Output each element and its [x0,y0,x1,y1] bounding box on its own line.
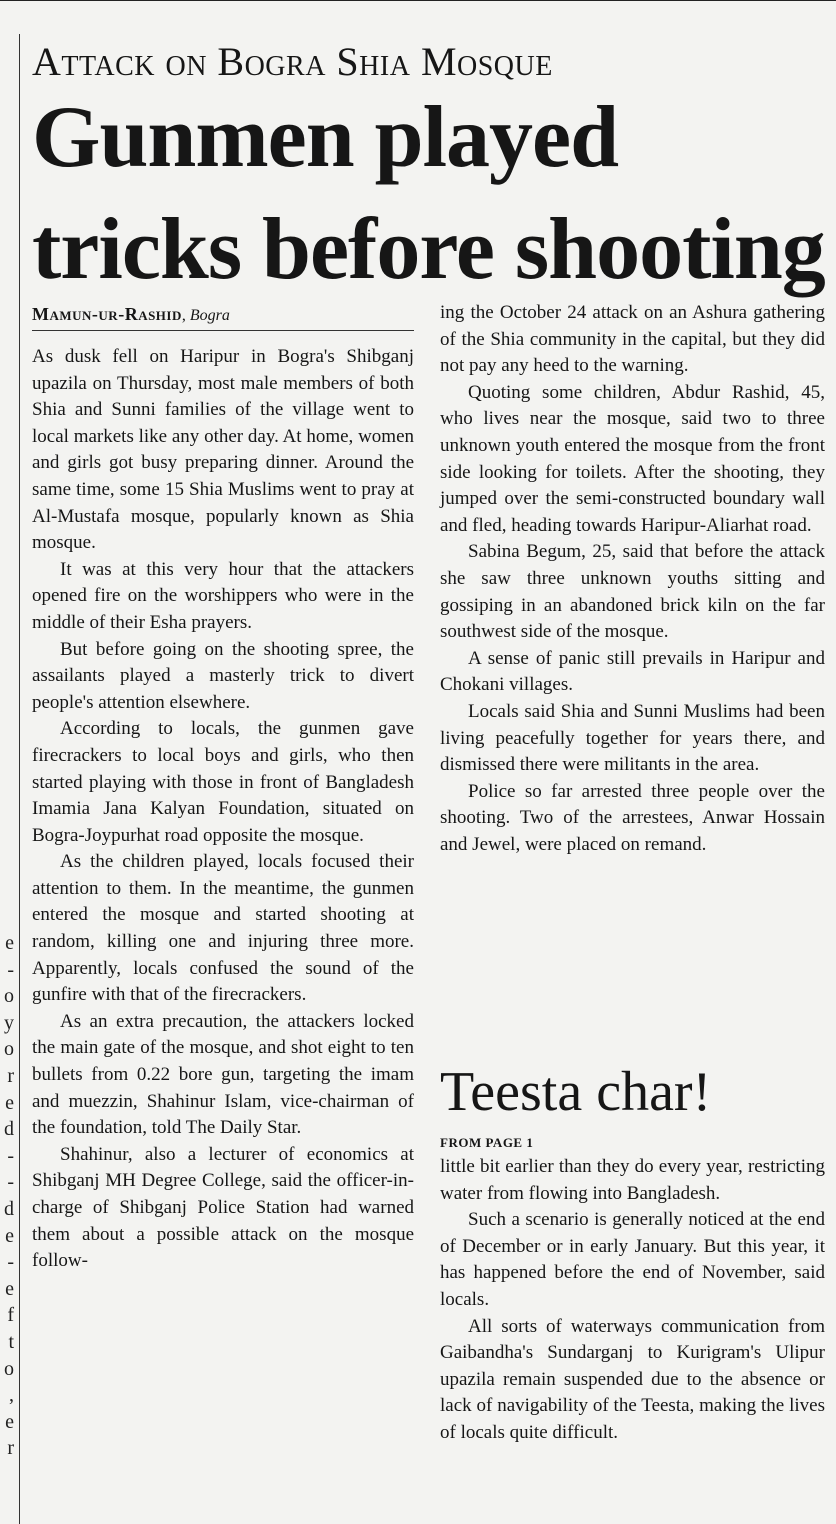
edge-glyph: , [9,1384,14,1407]
edge-glyph: - [7,1251,14,1274]
edge-glyph: - [7,1144,14,1167]
top-rule [0,0,836,1]
article-paragraph: But before going on the shooting spree, the assailants played a masterly trick to divert people's attention elsewhere. [32,638,414,713]
edge-glyph: f [7,1304,14,1327]
edge-glyph: o [4,1357,14,1380]
edge-glyph: t [8,1330,14,1353]
article-column-1 [32,344,414,1275]
from-page-label: FROM PAGE 1 [440,1135,534,1150]
edge-glyph: e [5,1410,14,1433]
article-paragraph: It was at this very hour that the attackers opened fire on the worshippers who were in the middle of their Esha prayers. [32,558,414,633]
article-paragraph: A sense of panic still prevails in Haripur and Chokani villages. [440,647,825,696]
edge-glyph: r [7,1064,14,1087]
article-paragraph: Police so far arrested three people over the shooting. Two of the arrestees, Anwar Hossain and Jewel, were placed on remand. [440,780,825,855]
article-paragraph: According to locals, the gunmen gave firecrackers to local boys and girls, who then started playing with those in front of Bangladesh Imamia Jana Kalyan Foundation, situated on Bogra-Joypurhat road opposite the mosque. [32,718,414,846]
edge-glyph: e [5,932,14,954]
teesta-column [440,1154,825,1447]
article-paragraph: Shahinur, also a lecturer of economics at Shibganj MH Degree College, said the officer-in-charge of Shibganj Police Station had warned them about a possible attack on the mosque follow- [32,1143,414,1272]
edge-glyph: - [7,958,14,981]
article-paragraph: As dusk fell on Haripur in Bogra's Shibganj upazila on Thursday, most male members of both Shia and Sunni families of the village went to local markets like any other day. At home, women and girls got busy preparing dinner. Around the same time, some 15 Shia Muslims went to pray at Al-Mustafa mosque, popularly known as Shia mosque. [32,346,414,554]
edge-glyph: o [4,985,14,1008]
edge-glyph: o [4,1038,14,1061]
article-paragraph: Sabina Begum, 25, said that before the attack she saw three unknown youths sitting and gossiping in an abandoned brick kiln on the far southwest side of the mosque. [440,541,825,643]
byline-location: Bogra [189,307,230,324]
edge-glyph: r [7,1437,14,1460]
edge-glyph: e [5,1277,14,1300]
article-paragraph: ing the October 24 attack on an Ashura gathering of the Shia community in the capital, but they did not pay any heed to the warning. [440,302,825,377]
edge-glyph: d [4,1118,14,1141]
teesta-paragraph: All sorts of waterways communication from Gaibandha's Sundarganj to Kurigram's Ulipur upazila remain suspended due to the absence or lack of navigability of the Teesta, making the lives of locals quite difficult. [440,1315,825,1443]
byline-rule [32,330,414,331]
edge-glyph: - [7,1171,14,1194]
byline: Mamun-ur-Rashid, Bogra [32,304,230,324]
headline: Gunmen played tricks before shooting [32,89,825,298]
kicker: Attack on Bogra Shia Mosque [32,39,553,84]
article-paragraph: As an extra precaution, the attackers locked the main gate of the mosque, and shot eight to ten bullets from 0.22 bore gun, targeting the imam and muezzin, Shahinur Islam, vice-chairman of the foundation, told The Daily Star. [32,1010,414,1139]
edge-glyph: e [5,1091,14,1114]
article-paragraph: Quoting some children, Abdur Rashid, 45, who lives near the mosque, said two to three unknown youth entered the mosque from the front side looking for toilets. After the shooting, they jumped over the semi-constructed boundary wall and fled, heading towards Haripur-Aliarhat road. [440,381,825,536]
article-paragraph: Locals said Shia and Sunni Muslims had been living peacefully together for years there, and dismissed there were militants in the area. [440,700,825,776]
teesta-paragraph: little bit earlier than they do every year, restricting water from flowing into Bangladesh. [440,1156,825,1204]
teesta-paragraph: Such a scenario is generally noticed at the end of December or in early January. But this year, it has happened before the end of November, said locals. [440,1209,825,1310]
teesta-headline: Teesta char! [440,1061,712,1123]
edge-glyph: y [4,1011,14,1034]
article-paragraph: As the children played, locals focused their attention to them. In the meantime, the gunmen entered the mosque and started shooting at random, killing one and injuring three more. Apparently, locals confused the sound of the gunfire with that of the firecrackers. [32,851,414,1006]
edge-glyph: d [4,1197,14,1220]
edge-glyph: e [5,1224,14,1247]
adjacent-column-edge [0,930,14,1462]
article-column-2 [440,300,825,858]
left-column-rule [19,34,20,1524]
byline-author: Mamun-ur-Rashid [32,304,182,324]
